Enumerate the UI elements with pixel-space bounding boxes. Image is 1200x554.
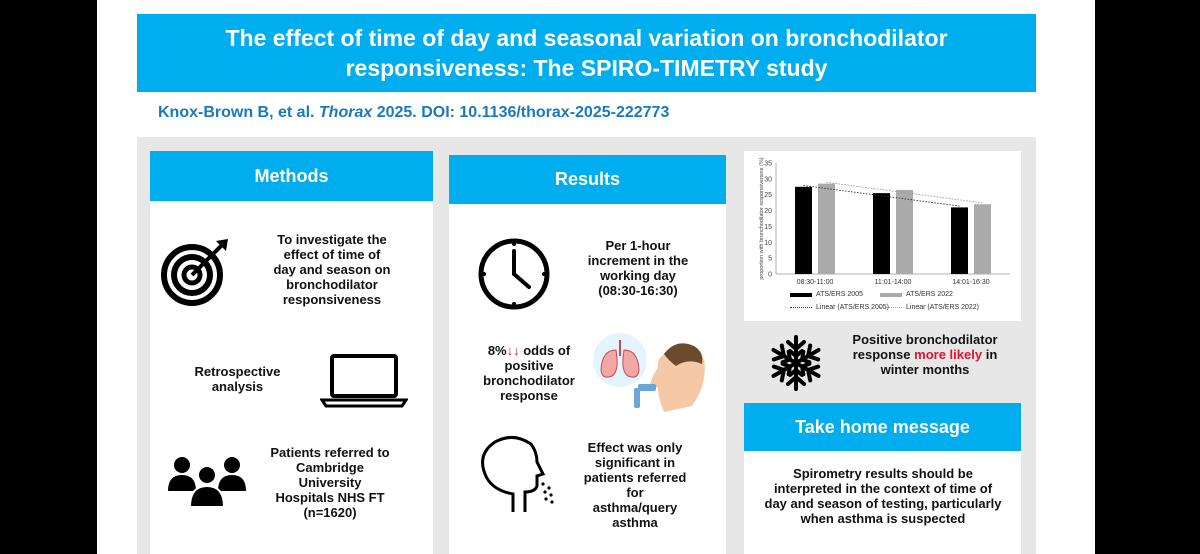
winter-finding	[850, 332, 1000, 377]
legend-swatch-2022	[880, 293, 902, 297]
y-tick-label: 25	[764, 192, 772, 200]
results-odds	[478, 343, 580, 403]
results-header: Results	[449, 155, 726, 204]
clock-icon	[477, 237, 551, 311]
inhaler-user-icon	[592, 332, 712, 414]
citation-authors: Knox-Brown B, et al.	[158, 104, 315, 121]
y-tick-label: 30	[764, 176, 772, 184]
legend-label-2022: ATS/ERS 2022	[906, 291, 953, 298]
citation	[158, 104, 669, 122]
legend-swatch-2005	[790, 293, 812, 297]
title-line-1: The effect of time of day and seasonal variation on bronchodilator	[225, 25, 948, 51]
y-tick-label: 20	[764, 208, 772, 216]
odds-text: odds of positive bronchodilator response	[483, 343, 575, 403]
winter-text-pre: Positive bronchodilator response	[852, 332, 998, 362]
legend-dotline-2022	[880, 307, 902, 308]
legend-2022	[880, 291, 953, 298]
x-tick-label: 08:30-11:00	[796, 279, 834, 286]
people-icon	[166, 455, 248, 507]
citation-doi: 2025. DOI: 10.1136/thorax-2025-222773	[376, 104, 670, 121]
methods-aim: To investigate the effect of time of day and season on bronchodilator responsiveness	[273, 232, 391, 307]
x-tick-label: 14:01-16:30	[952, 279, 990, 286]
y-tick-label: 0	[768, 271, 772, 279]
legend-label-2005: ATS/ERS 2005	[816, 291, 863, 298]
legend-trend-label-2005: Linear (ATS/ERS 2005)	[816, 304, 890, 311]
bar-2022	[818, 184, 835, 274]
y-tick-label: 15	[764, 223, 772, 231]
bar-2022	[896, 190, 913, 274]
y-tick-label: 10	[764, 239, 772, 247]
results-effect: Effect was only significant in patients referred for asthma/query asthma	[583, 440, 687, 530]
methods-population: Patients referred to Cambridge University Hospitals NHS FT (n=1620)	[270, 445, 390, 520]
x-tick-label: 11:01-14:00	[874, 279, 912, 286]
down-arrows-icon: ↓↓	[506, 343, 520, 358]
legend-trend-label-2022: Linear (ATS/ERS 2022)	[906, 304, 980, 311]
take-home-text: Spirometry results should be interpreted in the context of time of day and season of testing, particularly when asthma is suspected	[764, 466, 1002, 526]
y-tick-label: 35	[764, 160, 772, 168]
bar-2022	[974, 204, 991, 274]
citation-journal: Thorax	[318, 104, 373, 121]
title-banner	[137, 14, 1036, 92]
legend-trend-2022	[880, 304, 979, 311]
legend-dotline-2005	[790, 307, 812, 308]
y-axis-label: proportion with bronchodilator responsiveness (%)	[759, 157, 765, 280]
odds-value: 8%	[487, 343, 507, 358]
bar-2005	[873, 193, 890, 274]
methods-header: Methods	[150, 151, 433, 201]
laptop-icon	[320, 352, 408, 408]
bar-2005	[795, 187, 812, 274]
legend-2005	[790, 291, 863, 298]
methods-design: Retrospective analysis	[194, 364, 281, 394]
results-increment: Per 1-hour increment in the working day (08:30-16:30)	[587, 238, 689, 298]
winter-text-post: in winter months	[880, 347, 998, 377]
snowflake-icon	[767, 334, 825, 392]
head-breathing-icon	[473, 432, 557, 514]
title-line-2: responsiveness: The SPIRO-TIMETRY study	[345, 55, 828, 81]
winter-highlight: more likely	[914, 347, 983, 362]
bar-2005	[951, 207, 968, 274]
target-icon	[160, 237, 232, 307]
take-home-header: Take home message	[744, 403, 1021, 451]
legend-trend-2005	[790, 304, 889, 311]
y-tick-label: 5	[768, 255, 772, 263]
